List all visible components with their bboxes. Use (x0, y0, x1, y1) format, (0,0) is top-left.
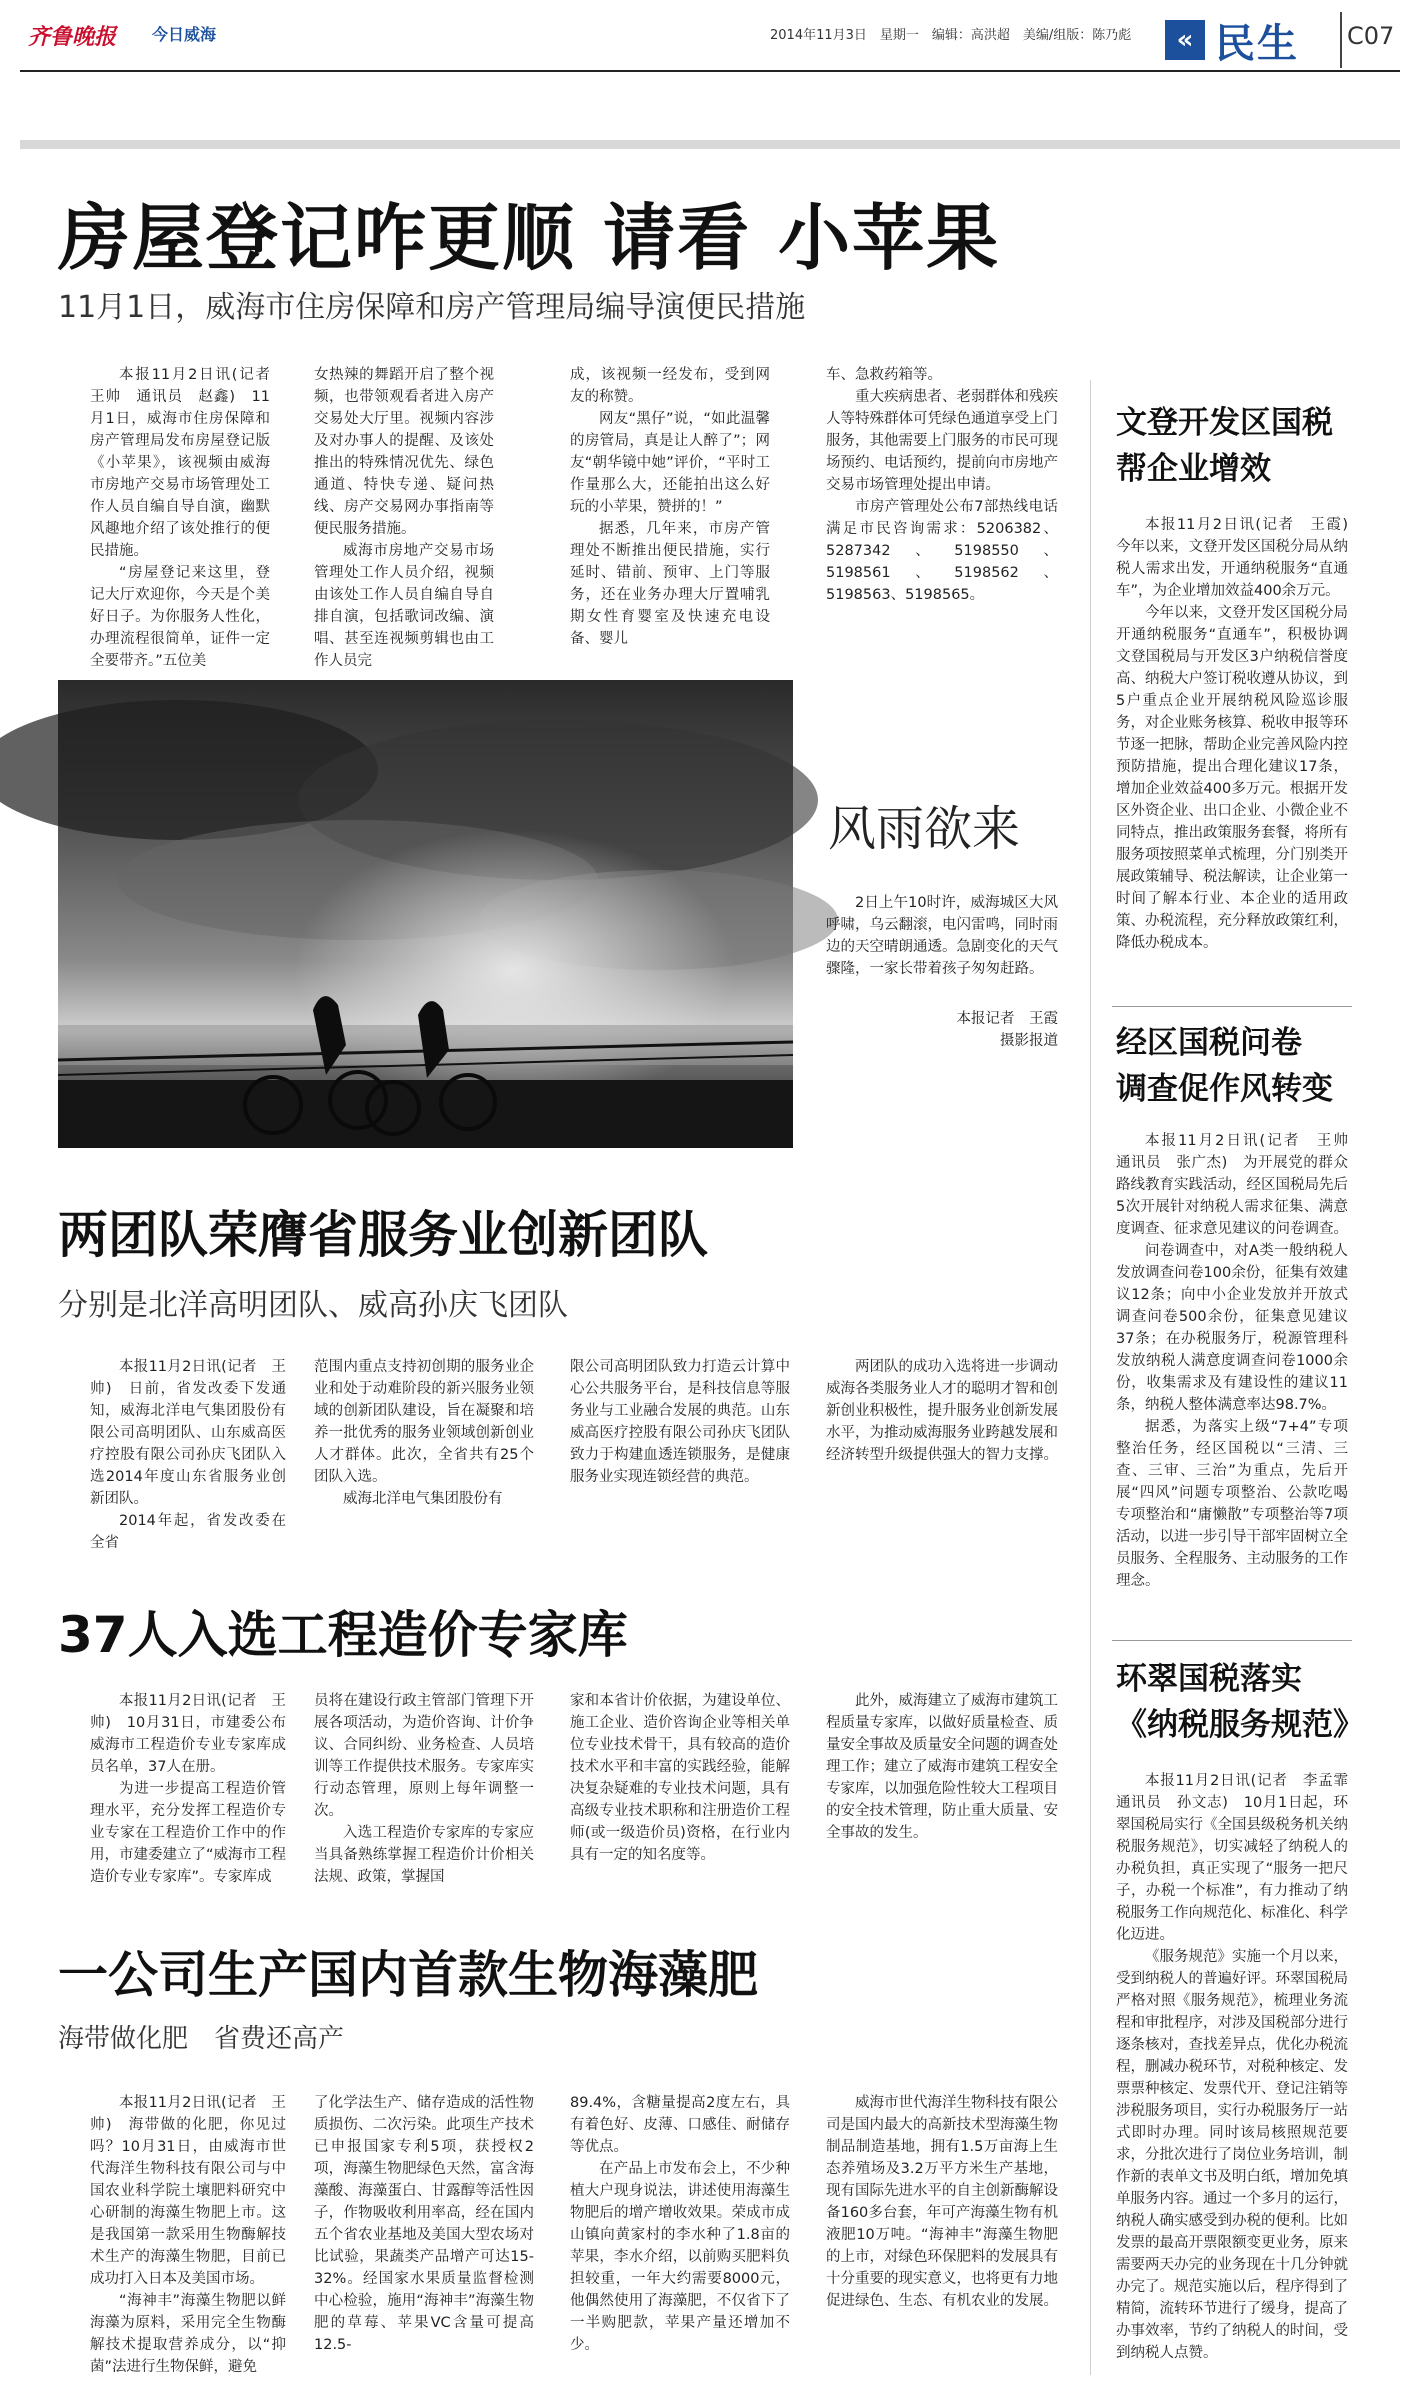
story2-subhead: 分别是北洋高明团队、威高孙庆飞团队 (58, 1288, 568, 1323)
side-rule (1112, 1640, 1352, 1641)
paragraph: 市房产管理处公布7部热线电话满足市民咨询需求：5206382、5287342、5198550、5198561、5198562、5198563、5198565。 (826, 499, 1058, 603)
story3-col1 (90, 1690, 286, 1900)
side2-headline-line2: 调查促作风转变 (1116, 1071, 1333, 1107)
header-divider (1340, 12, 1342, 68)
story1-col4 (826, 364, 1058, 624)
paragraph: 女热辣的舞蹈开启了整个视频，也带领观看者进入房产交易处大厅里。视频内容涉及对办事人的提醒、及该处推出的特殊情况优先、绿色通道、特快专递、疑问热线、房产交易网办事指南等便民服务措施。 (314, 367, 494, 537)
side2-body (1116, 1130, 1363, 1622)
story4-col1 (90, 2092, 286, 2378)
story4-subhead: 海带做化肥 省费还高产 (58, 2024, 345, 2054)
story2-headline: 两团队荣膺省服务业创新团队 (58, 1206, 708, 1264)
paragraph: 今年以来，文登开发区国税分局开通纳税服务“直通车”，积极协调文登国税局与开发区3户纳税信誉度高、纳税大户签订税收遵从协议，到5户重点企业开展纳税风险巡诊服务，对企业账务核算、税收申报等环节逐一把脉，帮助企业完善风险内控预防措施，提出合理化建议17条，增加企业效益400多万元。根据开发区外资企业、出口企业、小微企业不同特点，推出政策服务套餐，将所有服务项按照菜单式梳理，分门别类开展政策辅导、税法解读，让企业第一时间了解本行业、本企业的适用政策、办税流程，充分释放政策红利，降低办税成本。 (1116, 605, 1348, 951)
side2-headline (1116, 1020, 1333, 1112)
side3-headline (1116, 1656, 1364, 1748)
story4-col2 (314, 2092, 534, 2378)
paragraph: 员将在建设行政主管部门管理下开展各项活动，为造价咨询、计价争议、合同纠纷、业务检查、人员培训等工作提供技术服务。专家库实行动态管理，原则上每年调整一次。 (314, 1693, 534, 1819)
storm-photo (58, 680, 793, 1148)
paragraph: 本报11月2日讯(记者 李孟霏 通讯员 孙文志) 10月1日起，环翠国税局实行《全国县级税务机关纳税服务规范》，切实减轻了纳税人的办税负担，真正实现了“服务一把尺子，办税一个标准”，有力推动了纳税服务工作向规范化、标准化、科学化迈进。 (1116, 1773, 1363, 1943)
paragraph: 2日上午10时许，威海城区大风呼啸，乌云翻滚，电闪雷鸣，同时雨边的天空晴朗通透。急剧变化的天气骤隆，一家长带着孩子匆匆赶路。 (826, 895, 1058, 977)
side1-headline (1116, 400, 1333, 492)
paragraph: 本报11月2日讯(记者 王帅) 海带做的化肥，你见过吗？10月31日，由威海市世代海洋生物科技有限公司与中国农业科学院土壤肥料研究中心研制的海藻生物肥上市。这是我国第一款采用生物酶解技术生产的海藻生物肥，目前已成功打入日本及美国市场。 (90, 2095, 286, 2287)
photo-credit (826, 1008, 1058, 1052)
paragraph: 两团队的成功入选将进一步调动威海各类服务业人才的聪明才智和创新创业积极性，提升服务业创新发展水平，为推动威海服务业跨越发展和经济转型升级提供强大的智力支撑。 (826, 1359, 1058, 1463)
paragraph: 89.4%，含糖量提高2度左右，具有着色好、皮薄、口感佳、耐储存等优点。 (570, 2095, 790, 2155)
photo-credit-note: 摄影报道 (1000, 1033, 1058, 1049)
paragraph: 本报11月2日讯(记者 王帅 通讯员 赵鑫) 11月1日，威海市住房保障和房产管理局发布房屋登记版《小苹果》，该视频由威海市房地产交易市场管理处工作人员自编自导自演，幽默风趣地介绍了该处推行的便民措施。 (90, 367, 285, 559)
side3-body (1116, 1770, 1363, 2376)
paragraph: 本报11月2日讯(记者 王帅) 10月31日，市建委公布威海市工程造价专业专家库成员名单，37人在册。 (90, 1693, 286, 1775)
story2-col2 (314, 1356, 534, 1556)
story4-col3 (570, 2092, 790, 2378)
header-rule (20, 70, 1400, 72)
paragraph: 据悉，为落实上级“7+4”专项整治任务，经区国税以“三清、三查、三审、三治”为重点，先后开展“四风”问题专项整治、公款吃喝专项整治和“庸懒散”专项整治等7项活动，以进一步引导干部牢固树立全员服务、全程服务、主动服务的工作理念。 (1116, 1419, 1348, 1589)
story1-col3 (570, 364, 770, 647)
paragraph: 为进一步提高工程造价管理水平，充分发挥工程造价专业专家在工程造价工作中的作用，市建委建立了“威海市工程造价专业专家库”。专家库成 (90, 1781, 287, 1885)
newspaper-logo: 齐鲁晚报 (28, 24, 117, 50)
story1-headline: 房屋登记咋更顺 请看 小苹果 (58, 196, 1001, 280)
story1-col1 (90, 364, 285, 669)
story4-headline: 一公司生产国内首款生物海藻肥 (58, 1946, 758, 2004)
paragraph: 重大疾病患者、老弱群体和残疾人等特殊群体可凭绿色通道享受上门服务，其他需要上门服务的市民可现场预约、电话预约，提前向市房地产交易市场管理处提出申请。 (826, 389, 1058, 493)
paragraph: 威海市世代海洋生物科技有限公司是国内最大的高新技术型海藻生物制品制造基地，拥有1.5万亩海上生态养殖场及3.2万平方米生产基地，现有国际先进水平的自主创新酶解设备160多台套，年可产海藻生物有机液肥10万吨。“海神丰”海藻生物肥的上市，对绿色环保肥料的发展具有十分重要的现实意义，也将更有力地促进绿色、生态、有机农业的发展。 (826, 2095, 1058, 2309)
story1-col2 (314, 364, 494, 669)
section-name: 今日威海 (152, 25, 217, 44)
photo-credit-reporter: 本报记者 王霞 (956, 1011, 1058, 1027)
story1-subhead: 11月1日，威海市住房保障和房产管理局编导演便民措施 (58, 290, 806, 325)
paragraph: 问卷调查中，对A类一般纳税人发放调查问卷100余份，征集有效建议12条；向中小企业发放并开放式调查问卷500余份，征集意见建议37条；在办税服务厅，税源管理科发放纳税人满意度调查问卷1000余份，收集需求及有建设性的建议11条，纳税人整体满意率达98.7%。 (1116, 1243, 1348, 1413)
story4-col4 (826, 2092, 1058, 2378)
paragraph: 此外，威海建立了威海市建筑工程质量专家库，以做好质量检查、质量安全事故及质量安全问题的调查处理工作；建立了威海市建筑工程安全专家库，以加强危险性较大工程项目的安全技术管理，防止重大质量、安全事故的发生。 (826, 1693, 1058, 1841)
paragraph: “房屋登记来这里，登记大厅欢迎你，今天是个美好日子。为你服务人性化，办理流程很简单，证件一定全要带齐。”五位美 (90, 565, 270, 669)
side2-headline-line1: 经区国税问卷 (1116, 1025, 1302, 1061)
paragraph: 本报11月2日讯(记者 王帅 通讯员 张广杰) 为开展党的群众路线教育实践活动，经区国税局先后5次开展针对纳税人需求征集、满意度调查、征求意见建议的问卷调查。 (1116, 1133, 1363, 1237)
paragraph: 本报11月2日讯(记者 王霞) 今年以来，文登开发区国税分局从纳税人需求出发，开通纳税服务“直通车”，为企业增加效益400余万元。 (1116, 517, 1363, 599)
section-tab-label: 民生 (1215, 20, 1299, 67)
double-chevron-left-icon: « (1165, 20, 1205, 60)
paragraph: “海神丰”海藻生物肥以鲜海藻为原料，采用完全生物酶解技术提取营养成分，以“抑菌”法进行生物保鲜，避免 (90, 2293, 286, 2375)
story2-col3 (570, 1356, 790, 1556)
side3-headline-line1: 环翠国税落实 (1116, 1661, 1302, 1697)
paragraph: 2014年起，省发改委在全省 (90, 1513, 286, 1551)
paragraph: 范围内重点支持初创期的服务业企业和处于动难阶段的新兴服务业领域的创新团队建设，旨在凝聚和培养一批优秀的服务业领域创新创业人才群体。此次，全省共有25个团队入选。 (314, 1359, 534, 1485)
paragraph: 据悉，几年来，市房产管理处不断推出便民措施，实行延时、错前、预审、上门等服务，还在业务办理大厅置哺乳期女性育婴室及快速充电设备、婴儿 (570, 521, 770, 647)
paragraph: 《服务规范》实施一个月以来，受到纳税人的普遍好评。环翠国税局严格对照《服务规范》，梳理业务流程和审批程序，对涉及国税部分进行逐条核对，查找差异点，优化办税流程，删减办税环节，对税种核定、发票票种核定、发票代开、登记注销等涉税服务项目，实行办税服务厅一站式即时办理。同时该局核照规范要求，分批次进行了岗位业务培训，制作新的表单文书及明白纸，增加免填单服务内容。通过一个多月的运行，纳税人确实感受到办税的便利。比如发票的最高开票限额变更业务，原来需要两天办完的业务现在十几分钟就办完了。规范实施以后，程序得到了精简，流转环节进行了缓身，提高了办事效率，节约了纳税人的时间，受到纳税人点赞。 (1116, 1949, 1348, 2361)
paragraph: 成，该视频一经发布，受到网友的称赞。 (570, 367, 770, 405)
side1-headline-line2: 帮企业增效 (1116, 451, 1271, 487)
paragraph: 在产品上市发布会上，不少种植大户现身说法，讲述使用海藻生物肥后的增产增收效果。荣成市成山镇向黄家村的李水种了1.8亩的苹果，李水介绍，以前购买肥料负担较重，一年大约需要8000元，他偶然使用了海藻肥，不仅省下了一半购肥款，苹果产量还增加不少。 (570, 2161, 790, 2353)
paragraph: 家和本省计价依据，为建设单位、施工企业、造价咨询企业等相关单位专业技术骨干，具有较高的造价技术水平和丰富的实践经验，能解决复杂疑难的专业技术问题，具有高级专业技术职称和注册造价工程师(或一级造价员)资格，在行业内具有一定的知名度等。 (570, 1693, 790, 1863)
section-tab (1165, 14, 1337, 66)
paragraph: 威海市房地产交易市场管理处工作人员介绍，视频由该处工作人员自编自导自排自演，包括歌词改编、演唱、甚至连视频剪辑也由工作人员完 (314, 543, 494, 669)
top-gray-band (20, 140, 1400, 149)
story2-col1 (90, 1356, 286, 1556)
sidebar-divider (1090, 380, 1091, 2375)
date-editor-line: 2014年11月3日 星期一 编辑：高洪超 美编/组版：陈乃彪 (770, 28, 1132, 43)
paragraph: 入选工程造价专家库的专家应当具备熟练掌握工程造价计价相关法规、政策，掌握国 (314, 1825, 534, 1885)
story3-col2 (314, 1690, 534, 1900)
paragraph: 车、急救药箱等。 (826, 367, 942, 383)
photo-caption-title: 风雨欲来 (828, 801, 1021, 857)
paragraph: 了化学法生产、储存造成的活性物质损伤、二次污染。此项生产技术已申报国家专利5项，获授权2项，海藻生物肥绿色天然，富含海藻酸、海藻蛋白、甘露醇等活性因子，作物吸收利用率高，经在国内五个省农业基地及美国大型农场对比试验，果蔬类产品增产可达15-32%。经国家水果质量监督检测中心检验，施用“海神丰”海藻生物肥的草莓、苹果VC含量可提高12.5- (314, 2095, 534, 2353)
paragraph: 限公司高明团队致力打造云计算中心公共服务平台，是科技信息等服务业与工业融合发展的典范。山东威高医疗控股有限公司孙庆飞团队致力于构建血透连锁服务，是健康服务业实现连锁经营的典范。 (570, 1359, 790, 1485)
side-rule (1112, 1006, 1352, 1007)
story3-col3 (570, 1690, 790, 1900)
side3-headline-line2: 《纳税服务规范》 (1116, 1707, 1364, 1743)
side1-headline-line1: 文登开发区国税 (1116, 405, 1333, 441)
paragraph: 网友“黑仔”说，“如此温馨的房管局，真是让人醉了”；网友“朝华镜中她”评价，“平时工作量那么大，还能拍出这么好玩的小苹果，赞拼的！” (570, 411, 770, 515)
photo-caption-text (826, 892, 1058, 1004)
story2-col4 (826, 1356, 1058, 1556)
paragraph: 威海北洋电气集团股份有 (343, 1491, 503, 1507)
side1-body (1116, 514, 1363, 984)
paragraph: 本报11月2日讯(记者 王帅) 日前，省发改委下发通知，威海北洋电气集团股份有限公司高明团队、山东威高医疗控股有限公司孙庆飞团队入选2014年度山东省服务业创新团队。 (90, 1359, 286, 1507)
story3-headline: 37人入选工程造价专家库 (58, 1606, 628, 1664)
story3-col4 (826, 1690, 1058, 1900)
page-number: C07 (1347, 22, 1395, 50)
